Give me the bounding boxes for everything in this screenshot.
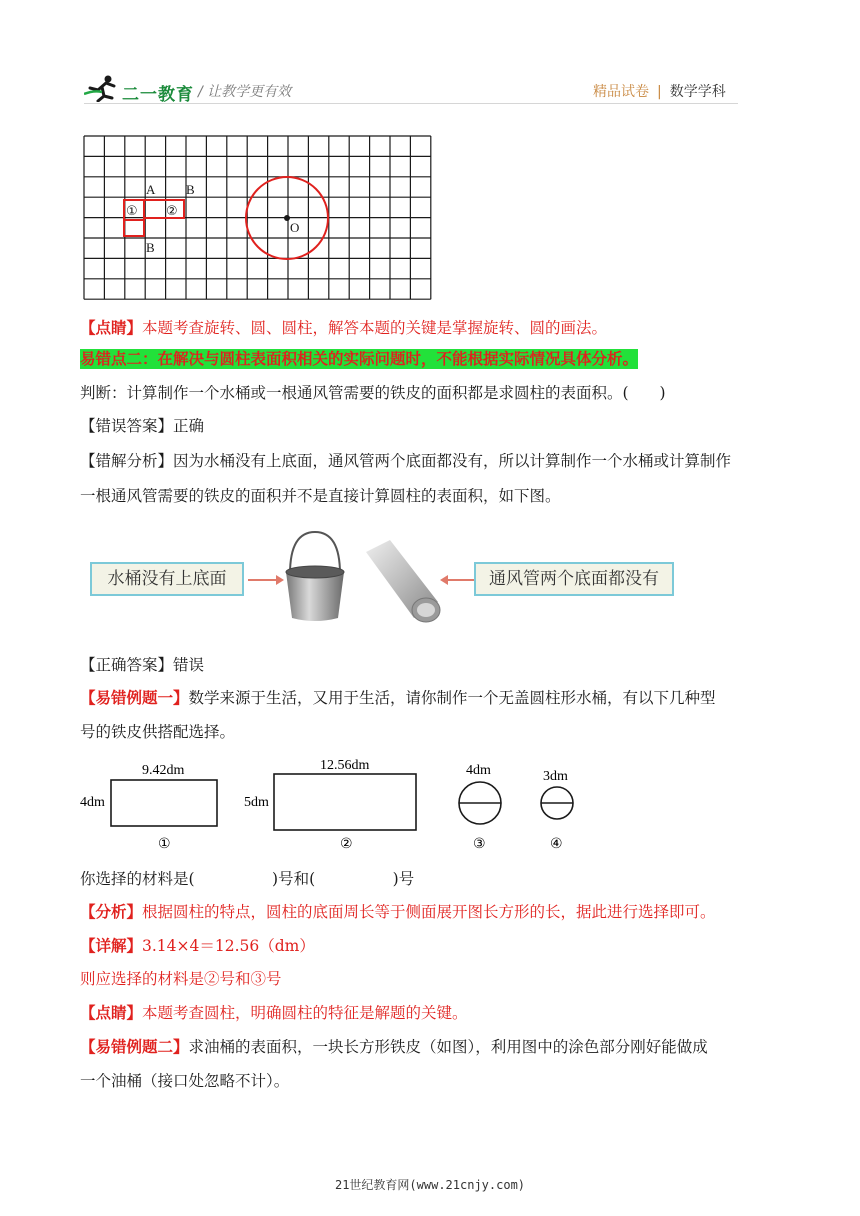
material-3-diameter: 4dm — [466, 763, 491, 778]
detail-tag: 【详解】 — [80, 936, 143, 955]
bucket-pipe-figure — [86, 528, 678, 634]
yicuo-point-2 — [80, 349, 638, 369]
analysis-text: 根据圆柱的特点，圆柱的底面周长等于侧面展开图长方形的长，据此进行选择即可。 — [142, 903, 716, 921]
detail-text: 3.14×4＝12.56（dm） — [142, 937, 315, 955]
grid-label-o: O — [290, 220, 300, 235]
detail — [80, 936, 315, 956]
correct-answer: 【正确答案】错误 — [80, 656, 205, 674]
material-4-number: ④ — [550, 836, 563, 852]
material-1-width: 4dm — [80, 795, 105, 810]
grid-label-1: ① — [126, 204, 138, 219]
page-footer: 21世纪教育网(www.21cnjy.com) — [334, 1178, 526, 1192]
tag-subject: 数学学科 — [669, 84, 726, 100]
error-analysis-line-2: 一根通风管需要的铁皮的面积并不是直接计算圆柱的表面积，如下图。 — [80, 487, 561, 505]
choice-blank: 你选择的材料是( )号和( )号 — [80, 870, 415, 888]
runner-logo-icon — [84, 74, 120, 102]
arrow-right-icon — [246, 572, 286, 588]
material-1-length: 9.42dm — [142, 763, 185, 778]
tag-separator: | — [657, 84, 662, 100]
detail-result: 则应选择的材料是②号和③号 — [80, 970, 282, 988]
header-divider — [84, 103, 738, 104]
material-3-number: ③ — [473, 836, 486, 852]
material-2-length: 12.56dm — [320, 758, 370, 773]
wrong-answer: 【错误答案】正确 — [80, 417, 205, 435]
material-2-number: ② — [340, 836, 353, 852]
example-2-line-1 — [80, 1037, 708, 1057]
grid-label-a: A — [146, 182, 156, 197]
example-1-text: 数学来源于生活，又用于生活，请你制作一个无盖圆柱形水桶，有以下几种型 — [188, 689, 716, 707]
panduan-question: 判断：计算制作一个水桶或一根通风管需要的铁皮的面积都是求圆柱的表面积。( ) — [80, 384, 666, 402]
yicuo-point-2-text: 易错点二：在解决与圆柱表面积相关的实际问题时，不能根据实际情况具体分析。 — [80, 350, 639, 368]
dianjing-2-text: 本题考查圆柱，明确圆柱的特征是解题的关键。 — [142, 1004, 468, 1022]
dianjing-1 — [80, 318, 607, 338]
dianjing-2-tag: 【点睛】 — [80, 1003, 143, 1022]
dianjing-2 — [80, 1003, 468, 1023]
example-1-line-1 — [80, 688, 716, 708]
dianjing-1-tag: 【点睛】 — [80, 318, 143, 337]
example-2-text: 求油桶的表面积，一块长方形铁皮（如图），利用图中的涂色部分刚好能做成 — [188, 1038, 708, 1056]
rotation-grid-figure — [82, 134, 434, 302]
brand-logo-text: 二一教育 — [122, 85, 194, 105]
analysis-tag: 【分析】 — [80, 902, 143, 921]
arrow-left-icon — [438, 572, 478, 588]
grid-label-2: ② — [166, 204, 178, 219]
materials-figure — [76, 756, 596, 856]
example-1-line-2: 号的铁皮供搭配选择。 — [80, 723, 236, 741]
error-analysis-line-1: 【错解分析】因为水桶没有上底面，通风管两个底面都没有，所以计算制作一个水桶或计算制作 — [80, 452, 732, 470]
brand-slogan: / 让教学更有效 — [198, 84, 292, 100]
grid-label-b-bottom: B — [146, 240, 155, 255]
analysis — [80, 902, 716, 922]
example-2-line-2: 一个油桶（接口处忽略不计）。 — [80, 1072, 290, 1090]
dianjing-1-text: 本题考查旋转、圆、圆柱，解答本题的关键是掌握旋转、圆的画法。 — [142, 319, 608, 337]
material-1-number: ① — [158, 836, 171, 852]
header-tags — [593, 81, 726, 101]
material-2-width: 5dm — [244, 795, 269, 810]
example-1-tag: 【易错例题一】 — [80, 688, 189, 707]
pipe-label-box: 通风管两个底面都没有 — [474, 562, 674, 596]
grid-label-b-top: B — [186, 182, 195, 197]
example-2-tag: 【易错例题二】 — [80, 1037, 189, 1056]
tag-exam: 精品试卷 — [593, 84, 649, 100]
material-4-diameter: 3dm — [543, 769, 568, 784]
bucket-label-box: 水桶没有上底面 — [90, 562, 244, 596]
bucket-image — [282, 528, 348, 624]
pipe-image — [362, 540, 442, 630]
